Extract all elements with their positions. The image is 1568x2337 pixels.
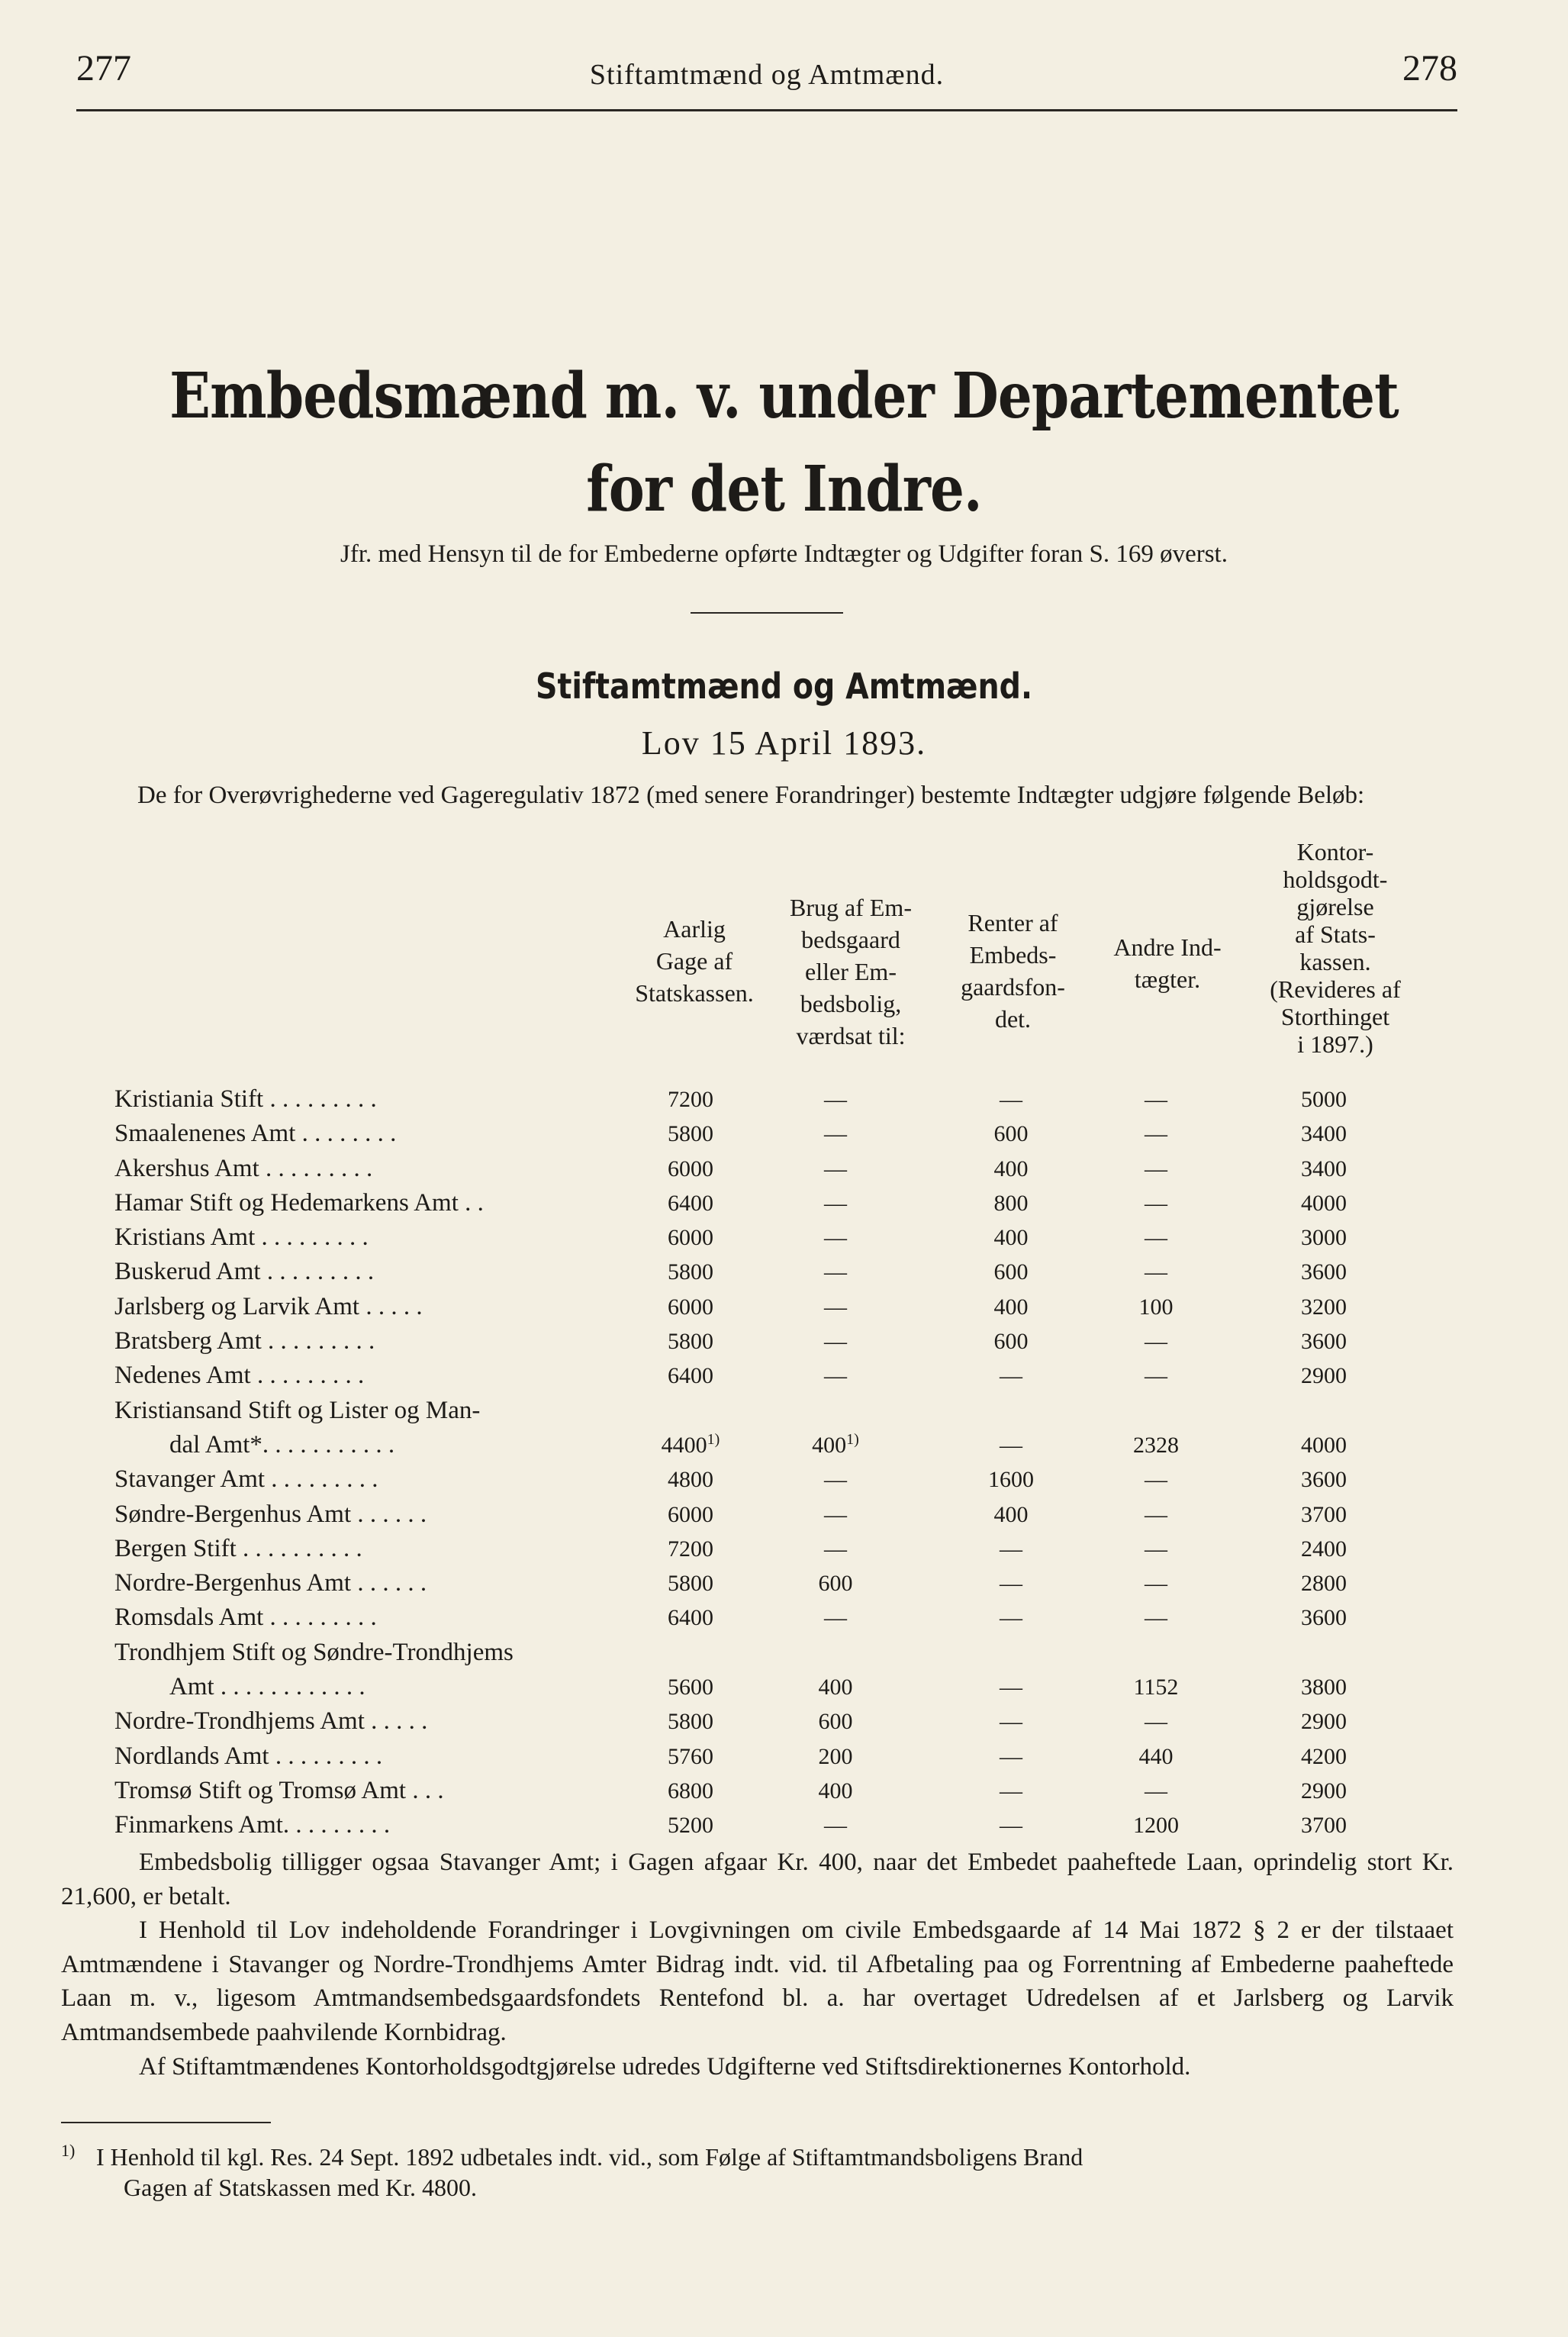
row-name: Kristiania Stift . . . . . . . . . (114, 1085, 377, 1113)
table-row (114, 1428, 1457, 1462)
cell-brug: — (824, 1605, 847, 1631)
table-row (114, 1532, 1457, 1566)
header-rule (76, 109, 1457, 111)
page-number-left: 277 (76, 48, 131, 89)
intro-text: De for Overøvrighederne ved Gageregulativ 1872 (med senere Forandringer) bestemte Indtægter udgjøre følgende Beløb: (137, 782, 1365, 809)
cell-brug: — (824, 1121, 847, 1147)
cell-kontor: 3200 (1301, 1294, 1347, 1320)
note-paragraph-2: I Henhold til Lov indeholdende Forandringer i Lovgivningen om civile Embedsgaarde af 14 Mai 1872 § 2 er der tilstaaet Amtmændene i Stavanger og Nordre-Trondhjems Amter Bidrag indt. vid. til Afbetaling paa og Forrentning af Embederne paaheftede Laan m. v., ligesom Amtmandsembedsgaardsfondets Rentefond bl. a. har overtaget Udredelsen af et Jarlsberg og Larvik Amtmandsembede paahvilende Kornbidrag. (61, 1916, 1454, 2046)
cell-gage: 4800 (668, 1467, 713, 1493)
cross-reference-note: Jfr. med Hensyn til de for Embederne opførte Indtægter og Udgifter foran S. 169 øverst. (340, 540, 1228, 568)
cell-renter: 800 (993, 1190, 1029, 1216)
cell-renter: — (1000, 1813, 1022, 1839)
main-title-line2: for det Indre. (586, 453, 982, 526)
cell-gage: 7200 (668, 1536, 713, 1562)
cell-gage: 6000 (668, 1501, 713, 1527)
table-row (114, 1290, 1457, 1324)
column-header-brug: Brug af Em- bedsgaard eller Em- bedsbolig, værdsat til: (790, 894, 912, 1049)
cell-andre: — (1145, 1605, 1167, 1631)
cell-andre: 1152 (1133, 1675, 1179, 1700)
cell-gage: 7200 (668, 1087, 713, 1112)
cell-kontor: 3000 (1301, 1225, 1347, 1251)
divider (691, 612, 843, 614)
cell-kontor: 3400 (1301, 1121, 1347, 1147)
cell-brug: — (824, 1329, 847, 1355)
cell-brug: 200 (818, 1743, 853, 1769)
cell-renter: 400 (993, 1501, 1029, 1527)
cell-brug: 600 (818, 1709, 853, 1735)
table-row (114, 1255, 1457, 1289)
row-name: Jarlsberg og Larvik Amt . . . . . (114, 1292, 423, 1320)
cell-kontor: 3600 (1301, 1605, 1347, 1631)
cell-renter: 400 (993, 1294, 1029, 1320)
cell-kontor: 2900 (1301, 1709, 1347, 1735)
table-row (114, 1359, 1457, 1393)
cell-andre: — (1145, 1536, 1167, 1562)
cell-renter: — (1000, 1087, 1022, 1112)
note-paragraph-1: Embedsbolig tilligger ogsaa Stavanger Amt; i Gagen afgaar Kr. 400, naar det Embedet paaheftede Laan, oprindelig stort Kr. 21,600, er betalt. (61, 1849, 1454, 1910)
cell-andre: — (1145, 1190, 1167, 1216)
cell-brug: — (824, 1363, 847, 1389)
cell-gage: 6400 (668, 1363, 713, 1389)
cell-brug: — (824, 1156, 847, 1181)
cell-brug: — (824, 1294, 847, 1320)
column-header-gage: Aarlig Gage af Statskassen. (635, 915, 754, 1007)
row-name: Hamar Stift og Hedemarkens Amt . . (114, 1188, 484, 1217)
row-name: Nordre-Trondhjems Amt . . . . . (114, 1707, 428, 1736)
cell-gage: 5800 (668, 1121, 713, 1147)
column-header-kontor: Kontor- holdsgodt- gjørelse af Stats- kassen. (Revideres af Storthinget i 1897.) (1270, 838, 1401, 1058)
cell-renter: — (1000, 1571, 1022, 1597)
cell-gage: 5800 (668, 1571, 713, 1597)
cell-gage: 5760 (668, 1743, 713, 1769)
footnote-rule (61, 2122, 271, 2123)
cell-kontor: 2900 (1301, 1778, 1347, 1804)
footnote-mark: 1) (61, 2141, 76, 2161)
column-header-renter: Renter af Embeds- gaardsfon- det. (961, 909, 1065, 1033)
cell-kontor: 5000 (1301, 1087, 1347, 1112)
cell-brug: — (824, 1501, 847, 1527)
row-name: Nordre-Bergenhus Amt . . . . . . (114, 1569, 427, 1597)
row-name: Bergen Stift . . . . . . . . . . (114, 1534, 362, 1562)
cell-renter: — (1000, 1432, 1022, 1458)
table-row (114, 1739, 1457, 1774)
cell-kontor: 3600 (1301, 1259, 1347, 1285)
cell-kontor: 4000 (1301, 1190, 1347, 1216)
row-name: Finmarkens Amt. . . . . . . . . (114, 1811, 391, 1839)
cell-kontor: 3400 (1301, 1156, 1347, 1181)
cell-kontor: 4200 (1301, 1743, 1347, 1769)
cell-andre: — (1145, 1778, 1167, 1804)
cell-gage: 5800 (668, 1259, 713, 1285)
table-row (114, 1704, 1457, 1739)
cell-brug: 400 (818, 1778, 853, 1804)
row-name: Tromsø Stift og Tromsø Amt . . . (114, 1776, 444, 1804)
table-row (114, 1186, 1457, 1220)
cell-andre: — (1145, 1363, 1167, 1389)
cell-gage: 6400 (668, 1190, 713, 1216)
row-name: Kristiansand Stift og Lister og Man- (114, 1396, 481, 1424)
row-name: Nedenes Amt . . . . . . . . . (114, 1362, 365, 1390)
cell-brug: — (824, 1259, 847, 1285)
cell-andre: — (1145, 1156, 1167, 1181)
table-row (114, 1394, 1457, 1428)
cell-renter: 400 (993, 1156, 1029, 1181)
cell-renter: 400 (993, 1225, 1029, 1251)
table-row (114, 1497, 1457, 1532)
cell-brug: 400 (818, 1675, 853, 1700)
cell-andre: — (1145, 1329, 1167, 1355)
footnote-line2: Gagen af Statskassen med Kr. 4800. (124, 2174, 478, 2201)
cell-brug: — (824, 1087, 847, 1112)
footnote-line1: I Henhold til kgl. Res. 24 Sept. 1892 udbetales indt. vid., som Følge af Stiftamtmandsboligens Brand (96, 2143, 1083, 2171)
cell-renter: — (1000, 1363, 1022, 1389)
cell-renter: — (1000, 1743, 1022, 1769)
note-paragraph-3: Af Stiftamtmændenes Kontorholdsgodtgjørelse udredes Udgifterne ved Stiftsdirektionernes Kontorhold. (139, 2052, 1191, 2081)
row-name: Buskerud Amt . . . . . . . . . (114, 1258, 375, 1286)
row-name: Akershus Amt . . . . . . . . . (114, 1154, 373, 1182)
row-name: Amt . . . . . . . . . . . . (169, 1673, 365, 1701)
cell-andre: 100 (1138, 1294, 1174, 1320)
table-row (114, 1566, 1457, 1600)
cell-renter: — (1000, 1778, 1022, 1804)
table-row (114, 1808, 1457, 1842)
main-title-line1: Embedsmænd m. v. under Departementet (169, 359, 1399, 433)
intro-paragraph (61, 778, 1450, 812)
row-name: dal Amt*. . . . . . . . . . . (169, 1430, 395, 1459)
page-header (76, 47, 1457, 101)
cell-andre: — (1145, 1467, 1167, 1493)
footnote-ref: 1) (707, 1430, 720, 1448)
cell-gage: 5200 (668, 1813, 713, 1839)
cell-gage: 6000 (668, 1225, 713, 1251)
cell-andre: — (1145, 1225, 1167, 1251)
table-row (114, 1462, 1457, 1497)
salary-table (114, 1082, 1457, 1843)
row-name: Nordlands Amt . . . . . . . . . (114, 1742, 383, 1770)
row-name: Bratsberg Amt . . . . . . . . . (114, 1327, 375, 1355)
cell-gage: 5800 (668, 1709, 713, 1735)
cell-renter: 600 (993, 1329, 1029, 1355)
row-name: Søndre-Bergenhus Amt . . . . . . (114, 1500, 427, 1528)
cell-andre: — (1145, 1571, 1167, 1597)
cell-renter: 600 (993, 1121, 1029, 1147)
cell-brug: — (824, 1467, 847, 1493)
cell-gage: 6800 (668, 1778, 713, 1804)
cell-andre: 1200 (1133, 1813, 1179, 1839)
cell-kontor: 4000 (1301, 1432, 1347, 1458)
cell-kontor: 3600 (1301, 1329, 1347, 1355)
table-row (114, 1324, 1457, 1359)
cell-brug: — (824, 1813, 847, 1839)
cell-renter: 1600 (988, 1467, 1034, 1493)
table-row (114, 1220, 1457, 1255)
running-title: Stiftamtmænd og Amtmænd. (589, 59, 945, 91)
cell-gage: 6000 (668, 1294, 713, 1320)
cell-gage: 6400 (668, 1605, 713, 1631)
page-number-right: 278 (1402, 48, 1457, 89)
section-heading: Stiftamtmænd og Amtmænd. (535, 666, 1033, 707)
cell-brug: — (824, 1225, 847, 1251)
row-name: Romsdals Amt . . . . . . . . . (114, 1604, 377, 1632)
cell-andre: 440 (1138, 1743, 1174, 1769)
cell-gage: 5800 (668, 1329, 713, 1355)
cell-renter: 600 (993, 1259, 1029, 1285)
cell-gage: 4400$^{1)}$ (661, 1430, 720, 1458)
cell-kontor: 3700 (1301, 1501, 1347, 1527)
table-row (114, 1600, 1457, 1635)
column-header-andre: Andre Ind- tægter. (1113, 933, 1222, 993)
row-name: Smaalenenes Amt . . . . . . . . (114, 1120, 397, 1148)
table-row (114, 1774, 1457, 1808)
cell-brug: — (824, 1190, 847, 1216)
footnote (61, 2142, 1454, 2203)
cell-kontor: 2800 (1301, 1571, 1347, 1597)
cell-renter: — (1000, 1675, 1022, 1700)
notes-block (61, 1845, 1454, 2084)
table-row (114, 1636, 1457, 1670)
table-row (114, 1117, 1457, 1151)
cell-kontor: 3800 (1301, 1675, 1347, 1700)
cell-renter: — (1000, 1536, 1022, 1562)
cell-renter: — (1000, 1709, 1022, 1735)
cell-kontor: 2900 (1301, 1363, 1347, 1389)
footnote-ref: 1) (846, 1430, 859, 1448)
cell-gage: 5600 (668, 1675, 713, 1700)
table-row (114, 1152, 1457, 1186)
cell-andre: — (1145, 1259, 1167, 1285)
table-row (114, 1670, 1457, 1704)
cell-andre: — (1145, 1087, 1167, 1112)
row-name: Kristians Amt . . . . . . . . . (114, 1223, 369, 1252)
row-name: Trondhjem Stift og Søndre-Trondhjems (114, 1638, 514, 1666)
row-name: Stavanger Amt . . . . . . . . . (114, 1465, 378, 1494)
cell-brug: — (824, 1536, 847, 1562)
cell-andre: 2328 (1133, 1432, 1179, 1458)
cell-kontor: 3700 (1301, 1813, 1347, 1839)
cell-renter: — (1000, 1605, 1022, 1631)
cell-andre: — (1145, 1709, 1167, 1735)
cell-gage: 6000 (668, 1156, 713, 1181)
law-reference: Lov 15 April 1893. (641, 724, 927, 762)
cell-brug: 400$^{1)}$ (812, 1430, 859, 1458)
table-row (114, 1082, 1457, 1117)
cell-andre: — (1145, 1121, 1167, 1147)
cell-brug: 600 (818, 1571, 853, 1597)
cell-kontor: 2400 (1301, 1536, 1347, 1562)
cell-andre: — (1145, 1501, 1167, 1527)
cell-kontor: 3600 (1301, 1467, 1347, 1493)
